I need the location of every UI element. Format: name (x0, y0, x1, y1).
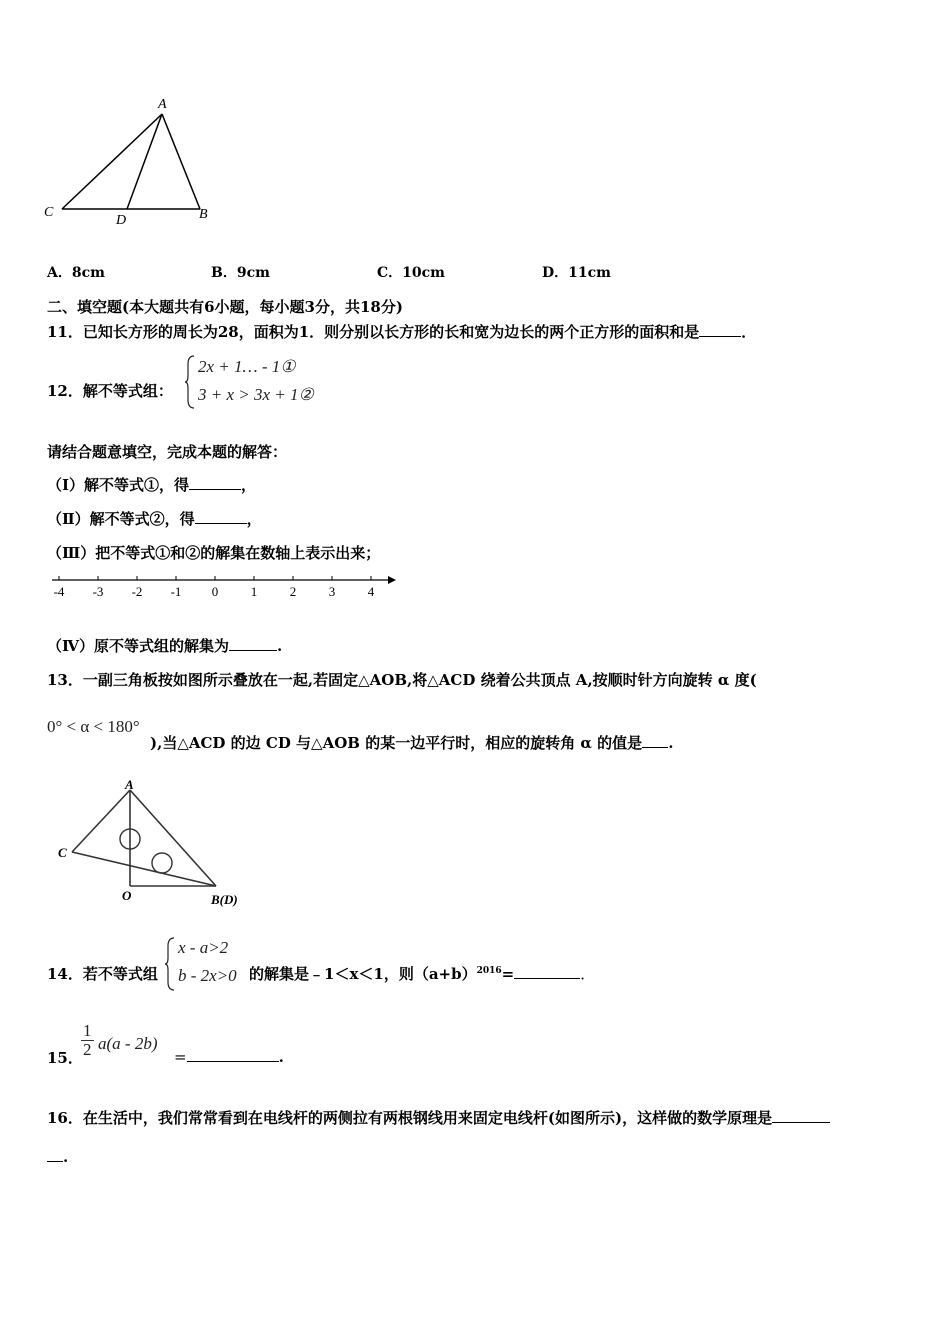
label-a: A (125, 778, 134, 792)
answer-blank-13[interactable] (642, 733, 668, 748)
tick-label: 3 (328, 584, 336, 599)
tick-label: 1 (250, 584, 258, 599)
question-12-part-2: （Ⅱ）解不等式②，得 ， (47, 510, 262, 528)
tick-label: 4 (367, 584, 375, 599)
answer-blank-12-2[interactable] (195, 509, 247, 524)
tick-label: -4 (53, 584, 65, 599)
fraction-one-half: $\frac{1}{2}$ (83, 1021, 92, 1059)
label-c: C (44, 205, 54, 220)
option-b[interactable]: B．9cm (211, 265, 270, 281)
system-brace-14 (164, 936, 176, 992)
question-12-lead: 12．解不等式组： (47, 382, 173, 400)
angle-condition: 0° < α < 180° (47, 717, 140, 736)
section-header: 二、填空题(本大题共有6小题，每小题3分，共18分) (47, 298, 403, 316)
system-brace-12 (184, 354, 196, 410)
tick-label: 2 (289, 584, 297, 599)
question-12-part-1: （Ⅰ）解不等式①，得 ， (47, 476, 257, 494)
question-15-tail: = . (174, 1048, 284, 1066)
question-11: 11．已知长方形的周长为28，面积为1．则分别以长方形的长和宽为边长的两个正方形的面积和是 ． (47, 323, 757, 341)
answer-blank-16[interactable] (772, 1108, 830, 1123)
question-12-instruction: 请结合题意填空，完成本题的解答： (47, 443, 288, 461)
answer-blank-12-1[interactable] (189, 475, 241, 490)
inequality-1: 2x + 1… - 1① (198, 357, 296, 376)
tick-label: -2 (131, 584, 143, 599)
label-c: C (58, 845, 67, 860)
segment-ad (127, 114, 162, 209)
option-c[interactable]: C．10cm (377, 265, 445, 281)
answer-blank-11[interactable] (699, 322, 741, 337)
segment-ca (62, 114, 162, 209)
question-14-lead: 14．若不等式组 (47, 965, 158, 983)
segment-ab (162, 114, 200, 209)
question-12-part-3: （Ⅲ）把不等式①和②的解集在数轴上表示出来； (47, 544, 381, 562)
inequality-14-2: b - 2x>0 (178, 966, 237, 985)
answer-blank-12-4[interactable] (229, 636, 277, 651)
number-line-arrow-icon (388, 576, 396, 584)
answer-blank-15[interactable] (187, 1047, 279, 1062)
label-d: D (116, 213, 127, 228)
question-16-continuation: . (47, 1147, 68, 1166)
option-d[interactable]: D．11cm (542, 265, 611, 281)
set-squares-figure (52, 778, 252, 912)
question-12-part-4: （Ⅳ）原不等式组的解集为 . (47, 637, 283, 655)
tick-label: -1 (170, 584, 182, 599)
expression-15: a(a - 2b) (98, 1034, 158, 1053)
answer-blank-16-cont[interactable] (47, 1147, 63, 1162)
segment-ab (130, 790, 216, 886)
number-line[interactable] (46, 570, 396, 602)
tick-label: -3 (92, 584, 104, 599)
label-b: B (199, 207, 208, 222)
inequality-2: 3 + x > 3x + 1② (198, 385, 314, 404)
answer-blank-14[interactable] (514, 964, 580, 979)
question-13-line-2: ),当△ACD 的边 CD 与△AOB 的某一边平行时，相应的旋转角 α 的值是 . (150, 734, 674, 752)
question-15-lead: 15． (47, 1049, 83, 1067)
question-13-line-1: 13．一副三角板按如图所示叠放在一起,若固定△AOB,将△ACD 绕着公共顶点 A,按顺时针方向旋转 α 度( (47, 671, 757, 689)
segment-cd (72, 852, 216, 886)
label-o: O (122, 888, 132, 903)
option-a[interactable]: A．8cm (47, 265, 105, 281)
question-16: 16．在生活中，我们常常看到在电线杆的两侧拉有两根钢线用来固定电线杆(如图所示)，这样做的数学原理是 (47, 1107, 830, 1128)
question-14-tail: 的解集是﹣1＜x＜1，则$(a+b)^{2016}=$ ． (249, 965, 596, 983)
tick-label: 0 (211, 584, 219, 599)
hole-circle (152, 853, 172, 873)
triangle-figure-abc (40, 92, 220, 232)
inequality-14-1: x - a>2 (178, 938, 229, 957)
label-bd: B(D) (211, 892, 238, 907)
label-a: A (158, 97, 167, 112)
